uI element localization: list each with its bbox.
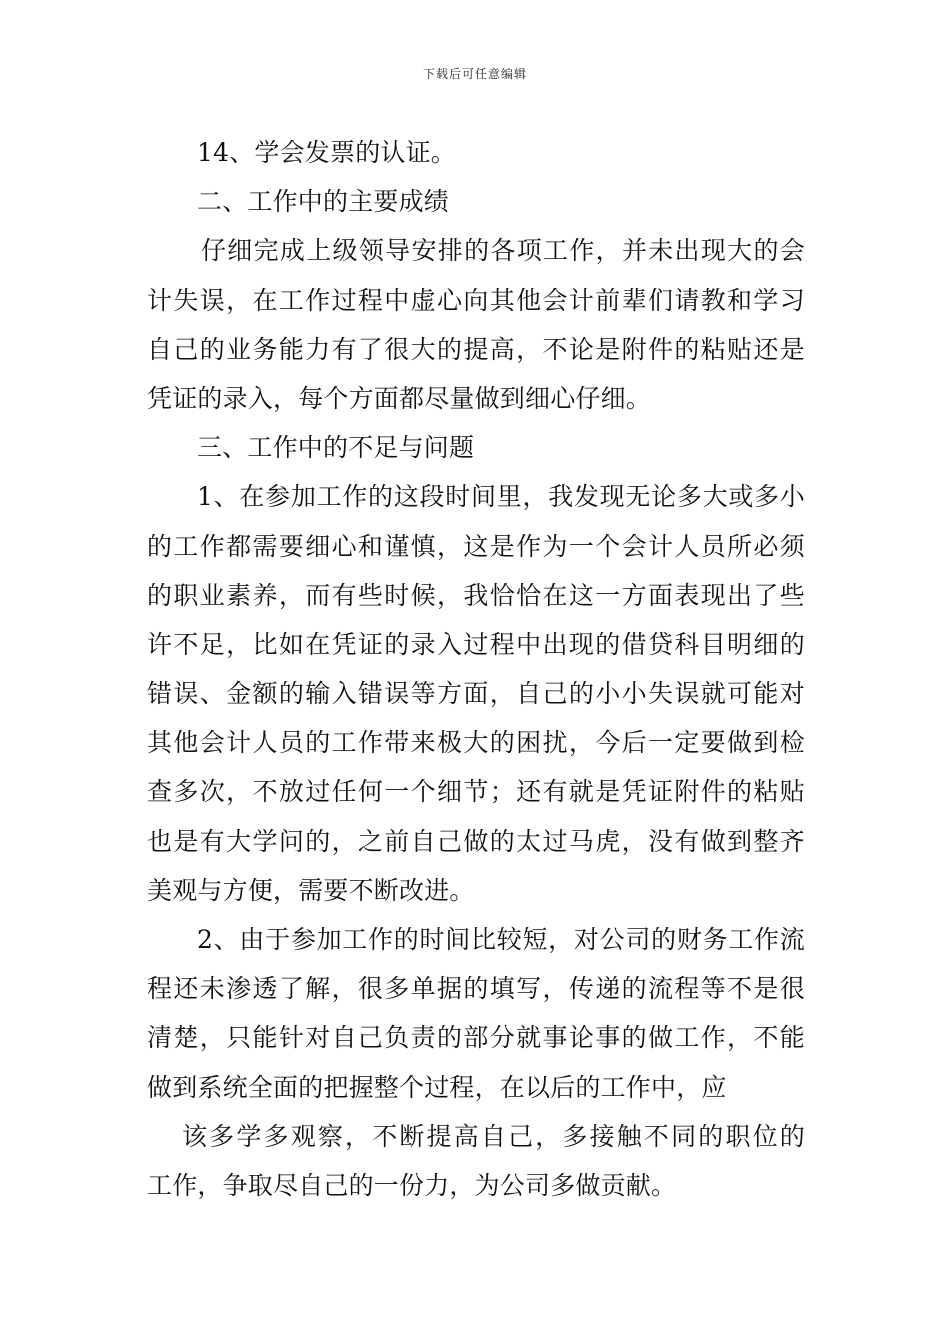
document-body — [147, 128, 805, 1210]
paragraph-line: 查多次，不放过任何一个细节；还有就是凭证附件的粘贴 — [147, 777, 805, 807]
paragraph-line: 凭证的录入，每个方面都尽量做到细心仔细。 — [147, 383, 652, 413]
paragraph-line: 错误、金额的输入错误等方面，自己的小小失误就可能对 — [147, 679, 805, 709]
section-heading-problems: 三、工作中的不足与问题 — [197, 433, 475, 463]
paragraph-line: 1、在参加工作的这段时间里，我发现无论多大或多小 — [197, 482, 805, 512]
paragraph-line: 其他会计人员的工作带来极大的困扰，今后一定要做到检 — [147, 728, 805, 758]
paragraph-line: 该多学多观察，不断提高自己，多接触不同的职位的 — [182, 1121, 805, 1151]
paragraph-line: 清楚，只能针对自己负责的部分就事论事的做工作，不能 — [147, 1023, 805, 1053]
paragraph-line: 程还未渗透了解，很多单据的填写，传递的流程等不是很 — [147, 974, 805, 1004]
paragraph-line: 许不足，比如在凭证的录入过程中出现的借贷科目明细的 — [147, 629, 805, 659]
paragraph-line: 美观与方便，需要不断改进。 — [147, 875, 475, 905]
paragraph-line: 的工作都需要细心和谨慎，这是作为一个会计人员所必须 — [147, 531, 805, 561]
page-header: 下载后可任意编辑 — [422, 67, 527, 81]
paragraph-line: 工作，争取尽自己的一份力，为公司多做贡献。 — [147, 1170, 677, 1200]
section-heading-achievements: 二、工作中的主要成绩 — [197, 187, 450, 217]
paragraph-line: 做到系统全面的把握整个过程，在以后的工作中，应 — [147, 1072, 727, 1102]
paragraph-line: 也是有大学问的，之前自己做的太过马虎，没有做到整齐 — [147, 826, 805, 856]
paragraph-line: 的职业素养，而有些时候，我恰恰在这一方面表现出了些 — [147, 580, 805, 610]
paragraph-line: 2、由于参加工作的时间比较短，对公司的财务工作流 — [197, 925, 805, 954]
paragraph-line: 仔细完成上级领导安排的各项工作，并未出现大的会 — [201, 236, 805, 266]
paragraph-line: 计失误，在工作过程中虚心向其他会计前辈们请教和学习 — [147, 285, 805, 315]
paragraph-line: 自己的业务能力有了很大的提高，不论是附件的粘贴还是 — [147, 334, 805, 364]
list-item-14: 14、学会发票的认证。 — [197, 138, 457, 167]
